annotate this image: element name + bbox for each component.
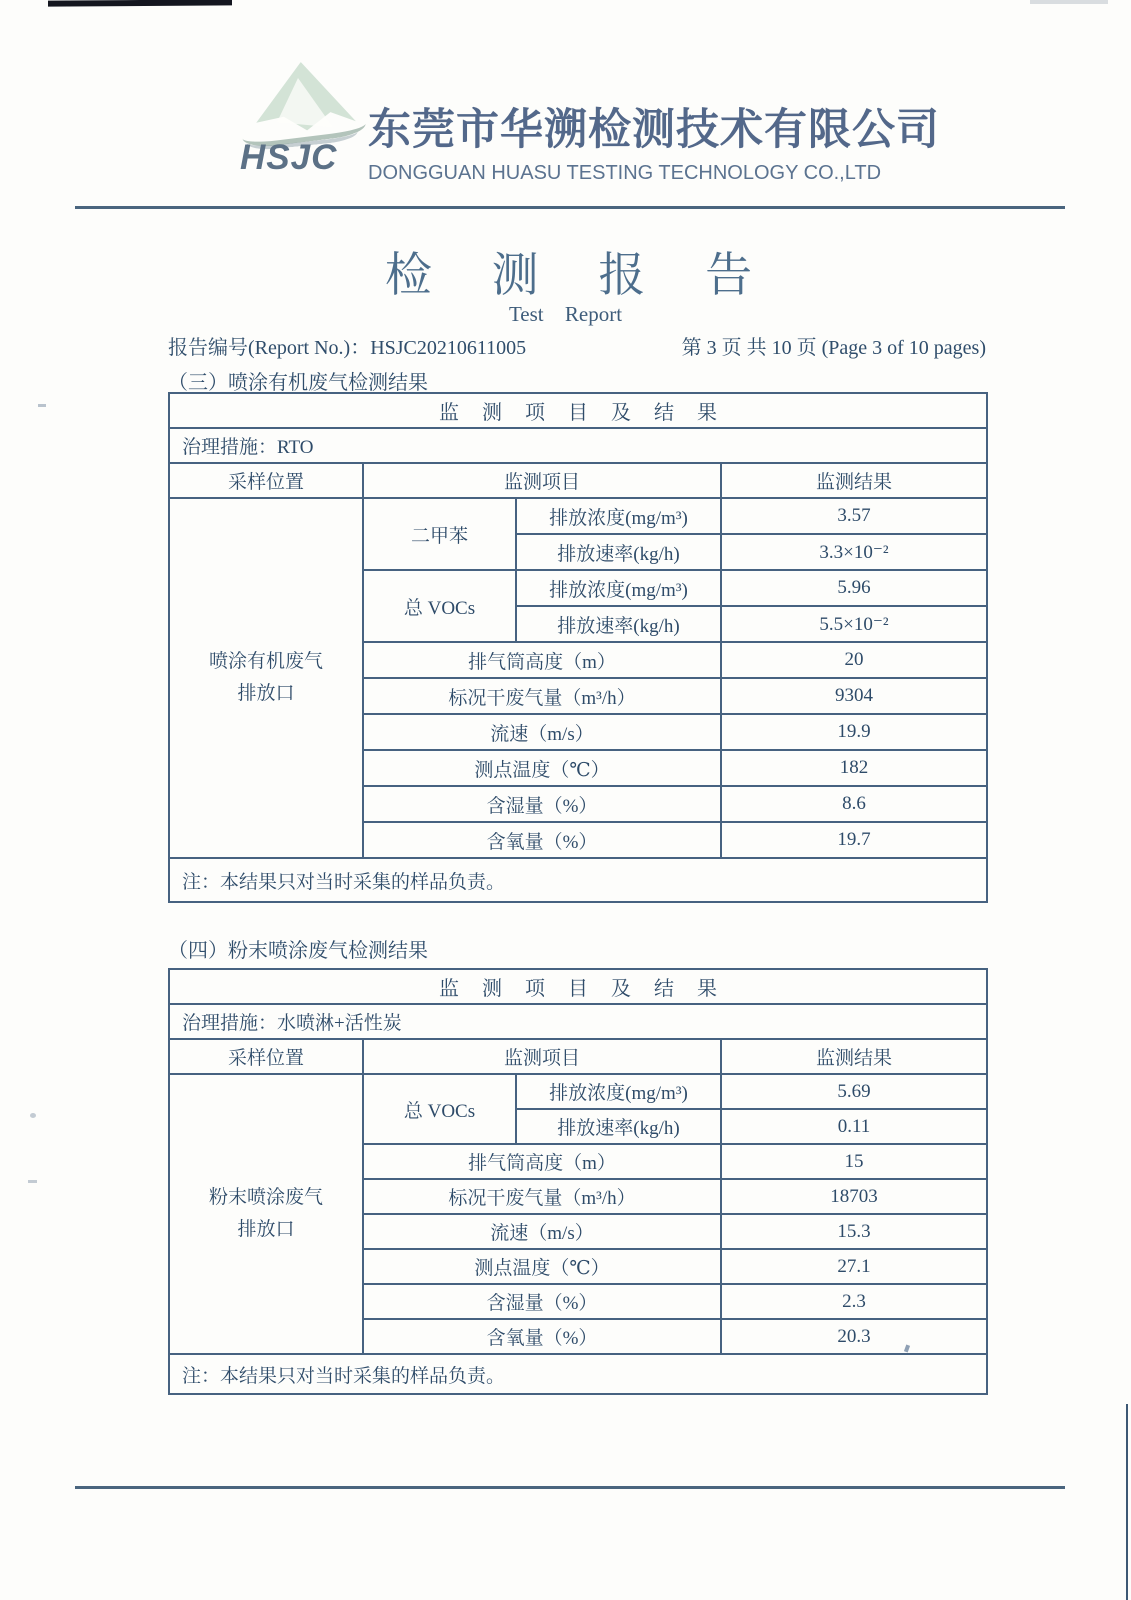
scan-artifact-dot	[30, 1113, 36, 1118]
report-number: 报告编号(Report No.)：HSJC20210611005	[168, 337, 527, 359]
table-cell-value: 0.11	[721, 1109, 987, 1144]
sampling-location-line1: 粉末喷涂废气	[208, 1186, 323, 1208]
table-spray-organic-waste-gas	[168, 392, 990, 903]
table-cell-value: 8.6	[721, 786, 987, 822]
table-title: 监 测 项 目 及 结 果	[169, 969, 987, 1004]
table-cell-param: 排放浓度(mg/m³)	[516, 1074, 721, 1109]
company-name-block	[368, 96, 988, 185]
table-cell-value: 5.69	[721, 1074, 987, 1109]
table-cell-value: 20.3	[721, 1319, 987, 1354]
footer-divider	[75, 1486, 1065, 1489]
sampling-location-line2: 排放口	[237, 1219, 295, 1240]
header-divider	[75, 206, 1065, 209]
table-cell-value: 20	[721, 642, 987, 678]
report-meta	[168, 331, 986, 360]
table-cell-param: 排放浓度(mg/m³)	[516, 570, 721, 606]
scan-artifact-right-edge	[1126, 1404, 1128, 1600]
treatment-measure: 治理措施：RTO	[169, 428, 987, 463]
column-header-location: 采样位置	[169, 463, 363, 498]
pollutant-name: 二甲苯	[363, 498, 516, 570]
sampling-location-cell	[169, 498, 363, 858]
table-cell-value: 3.3×10⁻²	[721, 534, 987, 570]
table-cell-value: 19.9	[721, 714, 987, 750]
treatment-measure: 治理措施：水喷淋+活性炭	[169, 1004, 987, 1039]
table-cell-param: 标况干废气量（m³/h）	[363, 1179, 721, 1214]
table-cell-value: 15.3	[721, 1214, 987, 1249]
table-cell-value: 15	[721, 1144, 987, 1179]
table-cell-param: 含氧量（%）	[363, 1319, 721, 1354]
table-cell-param: 排气筒高度（m）	[363, 642, 721, 678]
column-header-item: 监测项目	[363, 1039, 721, 1074]
table-cell-param: 流速（m/s）	[363, 1214, 721, 1249]
table-cell-value: 2.3	[721, 1284, 987, 1319]
table-cell-param: 排放速率(kg/h)	[516, 606, 721, 642]
table-cell-param: 标况干废气量（m³/h）	[363, 678, 721, 714]
table-cell-param: 测点温度（℃）	[363, 750, 721, 786]
table-cell-param: 测点温度（℃）	[363, 1249, 721, 1284]
table-cell-param: 排气筒高度（m）	[363, 1144, 721, 1179]
logo-text: HSJC	[240, 138, 338, 177]
page-title: 检 测 报 告	[384, 250, 777, 302]
table-cell-param: 排放浓度(mg/m³)	[516, 498, 721, 534]
table-cell-value: 27.1	[721, 1249, 987, 1284]
table-cell-value: 182	[721, 750, 987, 786]
scan-artifact-dot	[38, 404, 46, 407]
sampling-location-line1: 喷涂有机废气	[208, 650, 323, 672]
table-cell-value: 18703	[721, 1179, 987, 1214]
column-header-item: 监测项目	[363, 463, 721, 498]
table-cell-value: 3.57	[721, 498, 987, 534]
table-cell-param: 含湿量（%）	[363, 786, 721, 822]
table-cell-value: 5.5×10⁻²	[721, 606, 987, 642]
table-cell-param: 含湿量（%）	[363, 1284, 721, 1319]
table-title: 监 测 项 目 及 结 果	[169, 393, 987, 428]
pollutant-name: 总 VOCs	[363, 570, 516, 642]
column-header-result: 监测结果	[721, 1039, 987, 1074]
page-subtitle: Test Report	[508, 302, 623, 326]
section-heading-4: （四）粉末喷涂废气检测结果	[168, 940, 428, 962]
table-cell-param: 排放速率(kg/h)	[516, 1109, 721, 1144]
sampling-location-cell	[169, 1074, 363, 1354]
table-cell-value: 19.7	[721, 822, 987, 858]
table-cell-value: 5.96	[721, 570, 987, 606]
table-cell-param: 排放速率(kg/h)	[516, 534, 721, 570]
table-note: 注：本结果只对当时采集的样品负责。	[169, 858, 987, 902]
column-header-result: 监测结果	[721, 463, 987, 498]
column-header-location: 采样位置	[169, 1039, 363, 1074]
table-note: 注：本结果只对当时采集的样品负责。	[169, 1354, 987, 1394]
sampling-location-line2: 排放口	[237, 683, 295, 704]
company-name-cn: 东莞市华溯检测技术有限公司	[368, 106, 940, 154]
scan-artifact-dot	[28, 1180, 37, 1183]
company-logo	[240, 60, 375, 177]
table-cell-param: 流速（m/s）	[363, 714, 721, 750]
table-cell-param: 含氧量（%）	[363, 822, 721, 858]
section-heading-3: （三）喷涂有机废气检测结果	[168, 372, 428, 394]
pollutant-name: 总 VOCs	[363, 1074, 516, 1144]
company-name-en: DONGGUAN HUASU TESTING TECHNOLOGY CO.,LTD	[368, 162, 882, 184]
table-cell-value: 9304	[721, 678, 987, 714]
scan-artifact-top-right	[1030, 0, 1108, 4]
table-powder-spray-waste-gas	[168, 968, 990, 1395]
page-indicator: 第 3 页 共 10 页 (Page 3 of 10 pages)	[681, 337, 986, 359]
scan-artifact-top-bar	[48, 0, 232, 7]
